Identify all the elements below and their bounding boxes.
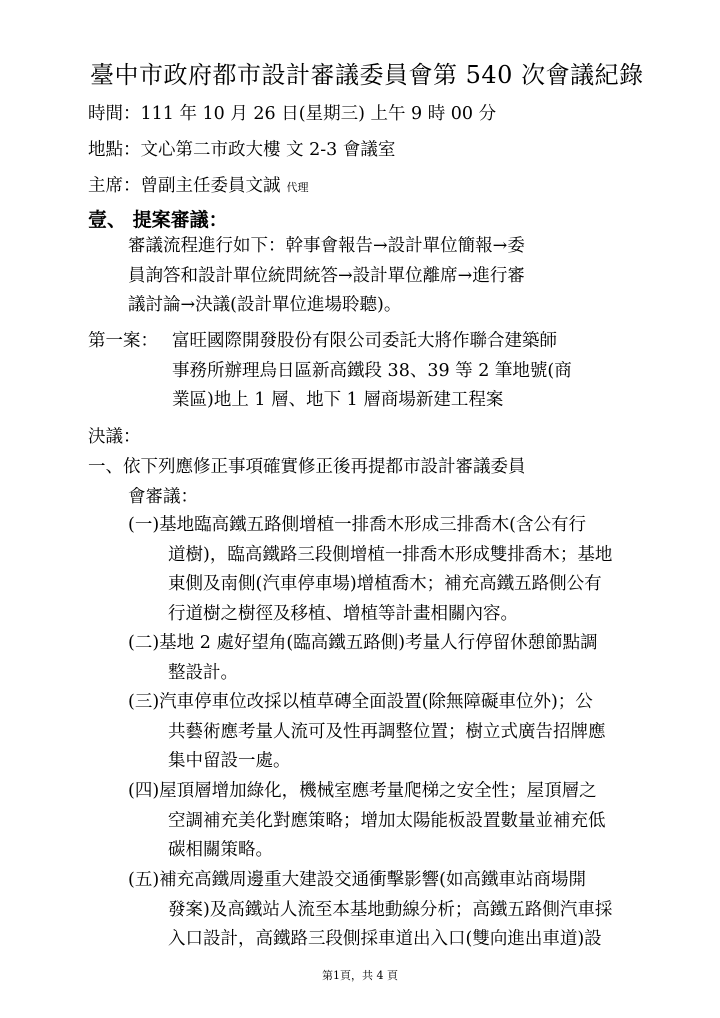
subitem-4 [128, 777, 658, 866]
review-process [128, 232, 648, 321]
chair-name: 主席：曾副主任委員文誠 [88, 176, 281, 196]
subitem-2 [128, 629, 658, 688]
subitem-line: 入口設計，高鐵路三段側採車道出入口(雙向進出車道)設 [168, 929, 602, 949]
subitem-line: 空調補充美化對應策略；增加太陽能板設置數量並補充低 [168, 810, 606, 831]
chair-note: 代理 [286, 181, 309, 194]
subitem-line: (三)汽車停車位改採以植草磚全面設置(除無障礙車位外)；公 [128, 692, 593, 712]
subitem-5 [128, 866, 658, 955]
subitem-3 [128, 688, 658, 777]
subitem-line: 發案)及高鐵站人流至本基地動線分析；高鐵五路側汽車採 [168, 899, 613, 920]
meeting-chair [88, 172, 309, 197]
subitem-line: 道樹)，臨高鐵路三段側增植一排喬木形成雙排喬木；基地 [168, 544, 613, 565]
subitem-line: 碳相關策略。 [168, 840, 273, 860]
section-heading-proposals: 壹、 提案審議： [88, 209, 228, 231]
subitem-line: 東側及南側(汽車停車場)增植喬木；補充高鐵五路側公有 [168, 574, 602, 594]
subitem-line: (五)補充高鐵周邊重大建設交通衝擊影響(如高鐵車站商場開 [128, 870, 586, 890]
subitem-line: (四)屋頂層增加綠化，機械室應考量爬梯之安全性；屋頂層之 [128, 781, 597, 801]
page-title: 臺中市政府都市設計審議委員會第 540 次會議紀錄 [90, 61, 644, 89]
case-line: 富旺國際開發股份有限公司委託大將作聯合建築師 [172, 331, 557, 351]
subitem-line: (二)基地 2 處好望角(臨高鐵五路側)考量人行停留休憩節點調 [128, 633, 598, 653]
process-line: 員詢答和設計單位統問統答→設計單位離席→進行審 [128, 265, 525, 286]
process-line: 審議流程進行如下：幹事會報告→設計單位簡報→委 [128, 236, 525, 256]
page-number: 第1頁，共 4 頁 [322, 969, 398, 982]
case-line: 業區)地上 1 層、地下 1 層商場新建工程案 [172, 390, 504, 410]
subitem-line: 集中留設一處。 [168, 751, 291, 771]
resolution-item-1 [88, 453, 653, 512]
meeting-place: 地點：文心第二市政大樓 文 2-3 會議室 [88, 140, 396, 160]
resolution-line: 會審議： [128, 486, 198, 507]
resolution-line: 一、依下列應修正事項確實修正後再提都市設計審議委員 [88, 457, 526, 477]
meeting-time: 時間：111 年 10 月 26 日(星期三) 上午 9 時 00 分 [88, 104, 497, 124]
case-line: 事務所辦理烏日區新高鐵段 38、39 等 2 筆地號(商 [172, 360, 572, 381]
case-label: 第一案： [88, 331, 158, 351]
case-description [172, 327, 652, 416]
subitem-line: 行道樹之樹徑及移植、增植等計畫相關內容。 [168, 603, 518, 624]
subitem-line: (一)基地臨高鐵五路側增植一排喬木形成三排喬木(含公有行 [128, 515, 586, 535]
process-line: 議討論→決議(設計單位進場聆聽)。 [128, 295, 402, 315]
subitem-line: 共藝術應考量人流可及性再調整位置；樹立式廣告招牌應 [168, 721, 606, 742]
subitem-line: 整設計。 [168, 662, 238, 683]
resolution-label: 決議： [88, 427, 141, 447]
subitem-1 [128, 511, 658, 629]
